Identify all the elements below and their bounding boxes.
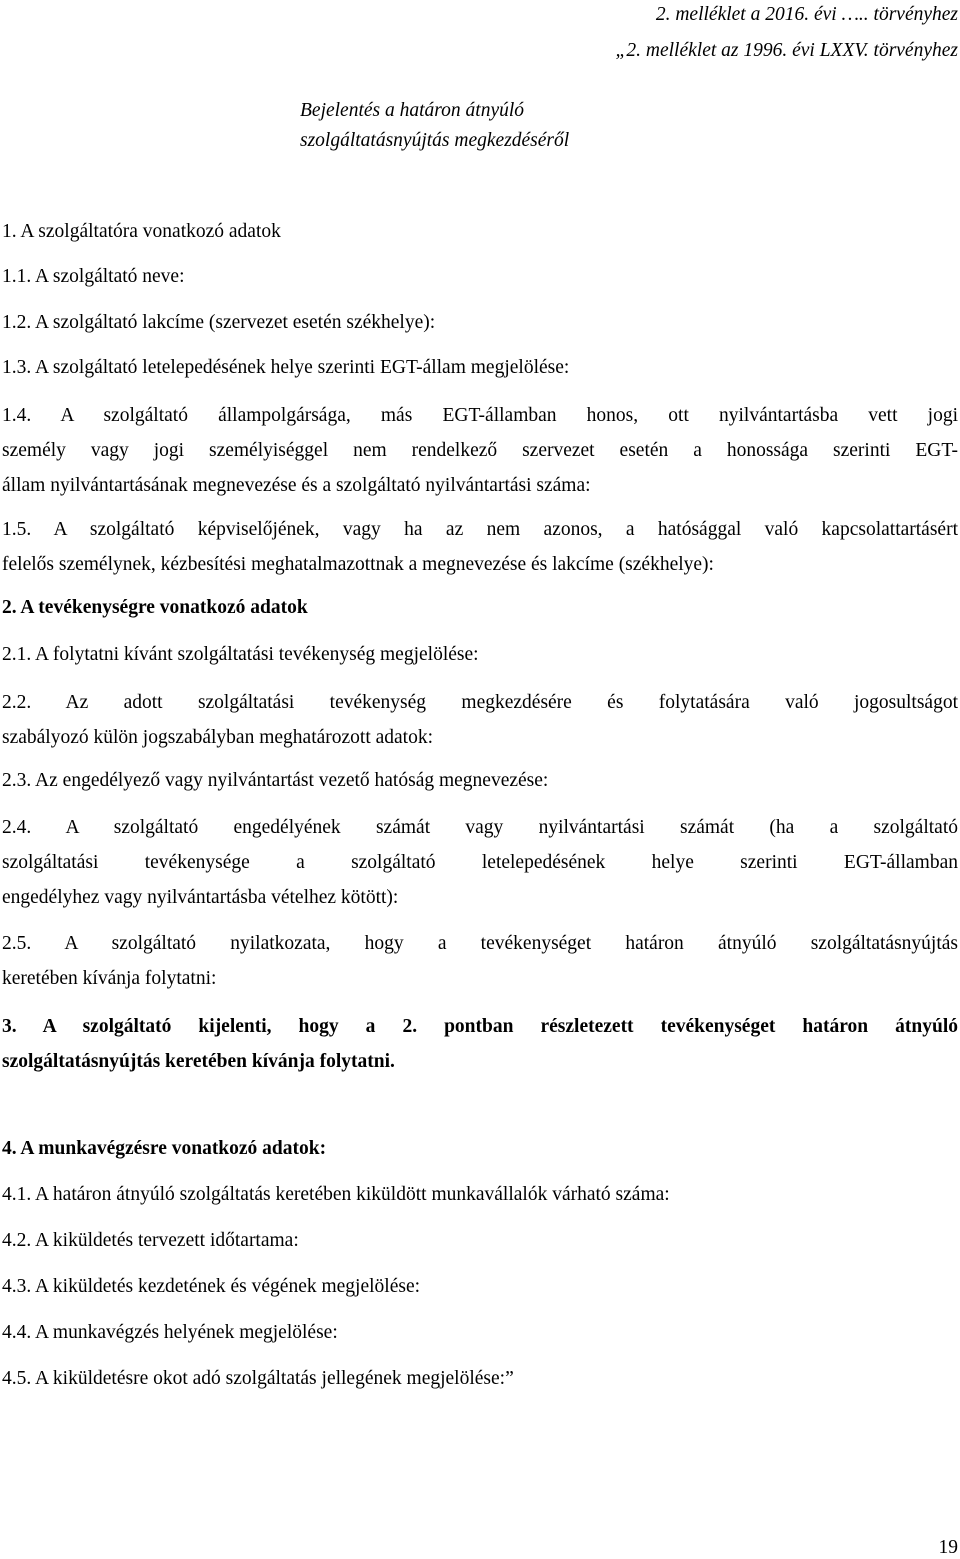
item-1-5-line: felelős személynek, kézbesítési meghatalmazottnak a megnevezése és lakcíme (székhelye):	[2, 554, 714, 575]
item-2-2	[2, 685, 958, 755]
page-number: 19	[938, 1537, 958, 1558]
item-1-2: 1.2. A szolgáltató lakcíme (szervezet esetén székhelye):	[2, 312, 436, 333]
annex-reference-1996: „2. melléklet az 1996. évi LXXV. törvényhez	[615, 40, 958, 61]
item-1-4	[2, 398, 958, 503]
item-2-4-line: engedélyhez vagy nyilvántartásba vételhez kötött):	[2, 887, 399, 908]
section-4-heading: 4. A munkavégzésre vonatkozó adatok:	[2, 1138, 327, 1159]
section-2-heading: 2. A tevékenységre vonatkozó adatok	[2, 597, 308, 618]
item-2-5-line: 2.5. A szolgáltató nyilatkozata, hogy a tevékenységet határon átnyúló szolgáltatásnyújtás	[2, 933, 958, 954]
item-1-5-line: 1.5. A szolgáltató képviselőjének, vagy ha az nem azonos, a hatósággal való kapcsolattartásért	[2, 519, 958, 540]
item-1-4-line: 1.4. A szolgáltató állampolgársága, más EGT-államban honos, ott nyilvántartásba vett jogi	[2, 405, 958, 426]
item-1-5	[2, 512, 958, 582]
item-4-5: 4.5. A kiküldetésre okot adó szolgáltatás jellegének megjelölése:”	[2, 1368, 514, 1389]
item-1-3: 1.3. A szolgáltató letelepedésének helye szerinti EGT-állam megjelölése:	[2, 357, 570, 378]
item-2-2-line: szabályozó külön jogszabályban meghatározott adatok:	[2, 727, 434, 748]
item-2-1: 2.1. A folytatni kívánt szolgáltatási tevékenység megjelölése:	[2, 644, 479, 665]
section-3-line: szolgáltatásnyújtás keretében kívánja folytatni.	[2, 1051, 395, 1072]
item-4-2: 4.2. A kiküldetés tervezett időtartama:	[2, 1230, 299, 1251]
document-title-line-1: Bejelentés a határon átnyúló	[300, 100, 525, 121]
item-4-3: 4.3. A kiküldetés kezdetének és végének megjelölése:	[2, 1276, 421, 1297]
section-3-line: 3. A szolgáltató kijelenti, hogy a 2. pontban részletezett tevékenységet határon átnyúló	[2, 1016, 958, 1037]
item-1-4-line: személy vagy jogi személyiséggel nem rendelkező szervezet esetén a honossága szerinti EGT-	[2, 440, 958, 461]
item-1-4-line: állam nyilvántartásának megnevezése és a szolgáltató nyilvántartási száma:	[2, 475, 591, 496]
item-4-4: 4.4. A munkavégzés helyének megjelölése:	[2, 1322, 338, 1343]
item-2-4-line: szolgáltatási tevékenysége a szolgáltató letelepedésének helye szerinti EGT-államban	[2, 852, 958, 873]
annex-reference-2016: 2. melléklet a 2016. évi ….. törvényhez	[655, 4, 958, 25]
item-2-5-line: keretében kívánja folytatni:	[2, 968, 217, 989]
item-2-3: 2.3. Az engedélyező vagy nyilvántartást vezető hatóság megnevezése:	[2, 770, 549, 791]
item-1-1: 1.1. A szolgáltató neve:	[2, 266, 185, 287]
section-3-statement	[2, 1009, 958, 1079]
item-2-4-line: 2.4. A szolgáltató engedélyének számát vagy nyilvántartási számát (ha a szolgáltató	[2, 817, 958, 838]
section-1-heading: 1. A szolgáltatóra vonatkozó adatok	[2, 221, 281, 242]
item-2-5	[2, 926, 958, 996]
item-2-2-line: 2.2. Az adott szolgáltatási tevékenység megkezdésére és folytatására való jogosultságot	[2, 692, 958, 713]
document-title-line-2: szolgáltatásnyújtás megkezdéséről	[300, 130, 570, 151]
item-4-1: 4.1. A határon átnyúló szolgáltatás keretében kiküldött munkavállalók várható száma:	[2, 1184, 670, 1205]
item-2-4	[2, 810, 958, 915]
